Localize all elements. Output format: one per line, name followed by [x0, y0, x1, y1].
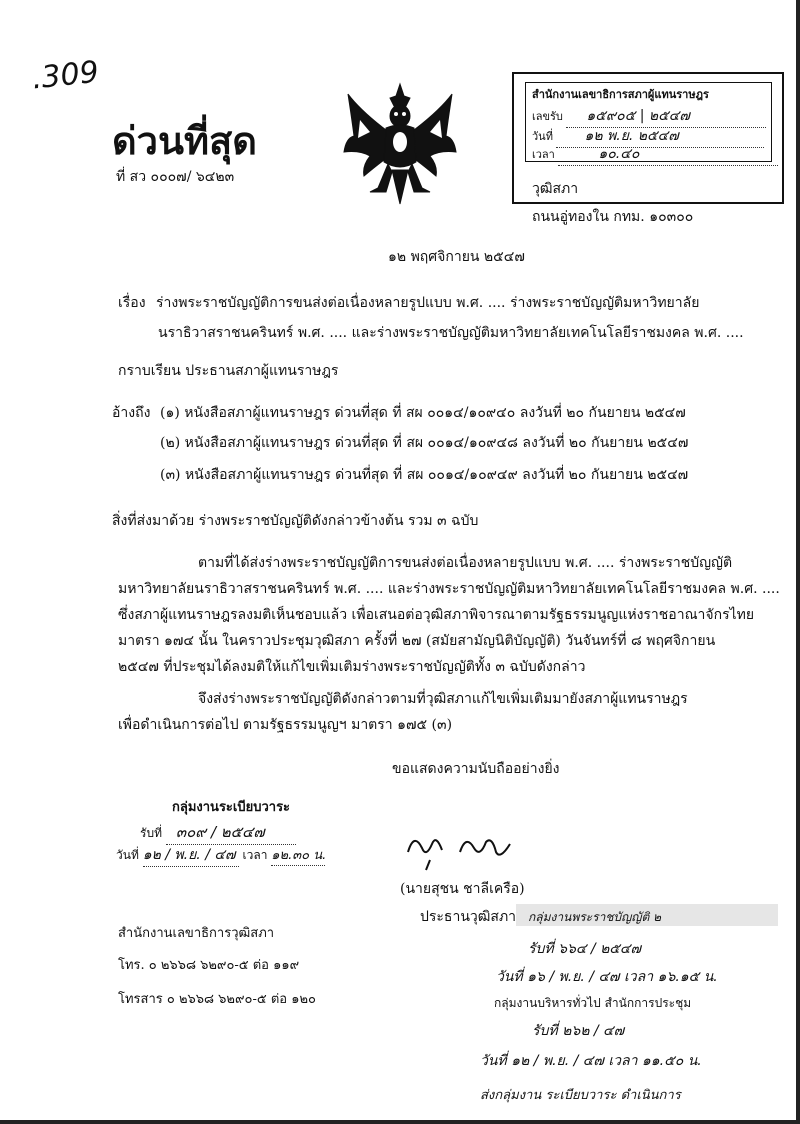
receipt-stamp-receipt-label: เลขรับ: [532, 110, 563, 123]
registry-stamp: [116, 796, 327, 868]
registry-stamp-title: กลุ่มงานระเบียบวาระ: [172, 800, 291, 815]
footer-phone: โทร. ๐ ๒๖๖๘ ๖๒๙๐-๕ ต่อ ๑๑๙: [118, 958, 300, 973]
paragraph-1-line-3: ซึ่งสภาผู้แทนราษฎรลงมติเห็นชอบแล้ว เพื่อเสนอต่อวุฒิสภาพิจารณาตามรัฐธรรมนูญแห่งราชอาณาจักรไทย: [118, 607, 755, 623]
sender-address: ถนนอู่ทองใน กทม. ๑๐๓๐๐: [532, 209, 694, 225]
signature-graphic: [400, 822, 530, 872]
subject-label: เรื่อง: [118, 295, 146, 311]
signature-title: ประธานวุฒิสภา: [420, 909, 517, 925]
urgency-heading: ด่วนที่สุด: [112, 119, 257, 163]
document-number: ที่ สว ๐๐๐๗/ ๖๔๒๓: [116, 169, 235, 185]
footer-fax: โทรสาร ๐ ๒๖๖๘ ๖๒๙๐-๕ ต่อ ๑๒๐: [118, 992, 316, 1007]
registry-stamp-time-label: เวลา: [242, 848, 268, 862]
bottom-stamp-line-2: รับที่ ๖๖๔ / ๒๕๔๗: [528, 941, 642, 957]
document-date: ๑๒ พฤศจิกายน ๒๕๔๗: [388, 249, 525, 265]
handwritten-page-number: .309: [30, 54, 101, 97]
paragraph-1-line-4: มาตรา ๑๗๔ นั้น ในคราวประชุมวุฒิสภา ครั้งที่ ๒๗ (สมัยสามัญนิติบัญญัติ) วันจันทร์ที่ ๘ พฤศจิกายน: [118, 633, 716, 649]
receipt-stamp-date-label: วันที่: [532, 130, 553, 143]
bottom-stamp-line-6: วันที่ ๑๒ / พ.ย. / ๔๗ เวลา ๑๑.๕๐ น.: [480, 1053, 702, 1069]
bottom-stamp-line-7: ส่งกลุ่มงาน ระเบียบวาระ ดำเนินการ: [480, 1088, 681, 1103]
paragraph-1-line-2: มหาวิทยาลัยนราธิวาสราชนครินทร์ พ.ศ. .... และร่างพระราชบัญญัติมหาวิทยาลัยเทคโนโลยีราชมงคล พ.ศ. ....: [118, 581, 780, 597]
bottom-stamp-line-5: รับที่ ๒๖๒ / ๔๗: [532, 1023, 625, 1039]
receipt-stamp-time-value: ๑๐.๔๐: [558, 143, 778, 166]
page-edge-bottom: [0, 1120, 800, 1124]
paragraph-1-line-1: ตามที่ได้ส่งร่างพระราชบัญญัติการขนส่งต่อเนื่องหลายรูปแบบ พ.ศ. .... ร่างพระราชบัญญัติ: [198, 555, 733, 571]
bottom-stamp-line-3: วันที่ ๑๖ / พ.ย. / ๔๗ เวลา ๑๖.๑๕ น.: [496, 969, 718, 985]
registry-stamp-receipt-label: รับที่: [140, 826, 162, 840]
receipt-stamp: [525, 82, 772, 162]
signature-name: (นายสุชน ชาลีเครือ): [400, 881, 525, 897]
registry-stamp-time-value: ๑๒.๓๐ น.: [271, 844, 325, 866]
salutation: กราบเรียน ประธานสภาผู้แทนราษฎร: [118, 363, 339, 379]
receipt-stamp-time-label: เวลา: [532, 148, 555, 161]
reference-item-1: (๑) หนังสือสภาผู้แทนราษฎร ด่วนที่สุด ที่ สผ ๐๐๑๔/๑๐๙๔๐ ลงวันที่ ๒๐ กันยายน ๒๕๔๗: [160, 405, 686, 421]
registry-stamp-date-label: วันที่: [116, 848, 139, 862]
reference-item-2: (๒) หนังสือสภาผู้แทนราษฎร ด่วนที่สุด ที่ สผ ๐๐๑๔/๑๐๙๔๘ ลงวันที่ ๒๐ กันยายน ๒๕๔๗: [160, 435, 689, 451]
paragraph-2-line-1: จึงส่งร่างพระราชบัญญัติดังกล่าวตามที่วุฒิสภาแก้ไขเพิ่มเติมมายังสภาผู้แทนราษฎร: [198, 691, 688, 707]
receipt-stamp-date-value: ๑๒ พ.ย. ๒๕๔๗: [556, 125, 764, 148]
bottom-stamp-line-4: กลุ่มงานบริหารทั่วไป สำนักการประชุม: [494, 996, 692, 1010]
receipt-stamp-receipt-value: ๑๕๙๐๕ | ๒๕๔๗: [566, 105, 766, 128]
registry-stamp-date-value: ๑๒ / พ.ย. / ๔๗: [143, 844, 239, 867]
receipt-stamp-office: สำนักงานเลขาธิการสภาผู้แทนราษฎร: [532, 88, 709, 101]
closing: ขอแสดงความนับถืออย่างยิ่ง: [392, 761, 560, 777]
subject-line-2: นราธิวาสราชนครินทร์ พ.ศ. .... และร่างพระราชบัญญัติมหาวิทยาลัยเทคโนโลยีราชมงคล พ.ศ. ....: [158, 325, 744, 341]
subject-line-1: ร่างพระราชบัญญัติการขนส่งต่อเนื่องหลายรูปแบบ พ.ศ. .... ร่างพระราชบัญญัติมหาวิทยาลัย: [156, 295, 700, 311]
reference-item-3: (๓) หนังสือสภาผู้แทนราษฎร ด่วนที่สุด ที่ สผ ๐๐๑๔/๑๐๙๔๙ ลงวันที่ ๒๐ กันยายน ๒๕๔๗: [160, 467, 689, 483]
paragraph-2-line-2: เพื่อดำเนินการต่อไป ตามรัฐธรรมนูญฯ มาตรา ๑๗๕ (๓): [118, 717, 453, 733]
page-edge-right: [796, 0, 800, 1124]
footer-office: สำนักงานเลขาธิการวุฒิสภา: [118, 926, 275, 941]
registry-stamp-receipt-value: ๓๐๙ / ๒๕๔๗: [166, 820, 296, 845]
garuda-emblem: [340, 80, 460, 210]
paragraph-1-line-5: ๒๕๔๗ ที่ประชุมได้ลงมติให้แก้ไขเพิ่มเติมร่างพระราชบัญญัติทั้ง ๓ ฉบับดังกล่าว: [118, 659, 586, 675]
references-label: อ้างถึง: [112, 405, 151, 421]
bottom-stamp-line-1: กลุ่มงานพระราชบัญญัติ ๒: [528, 910, 662, 924]
enclosure: สิ่งที่ส่งมาด้วย ร่างพระราชบัญญัติดังกล่าวข้างต้น รวม ๓ ฉบับ: [112, 513, 479, 529]
sender-org: วุฒิสภา: [532, 181, 579, 197]
